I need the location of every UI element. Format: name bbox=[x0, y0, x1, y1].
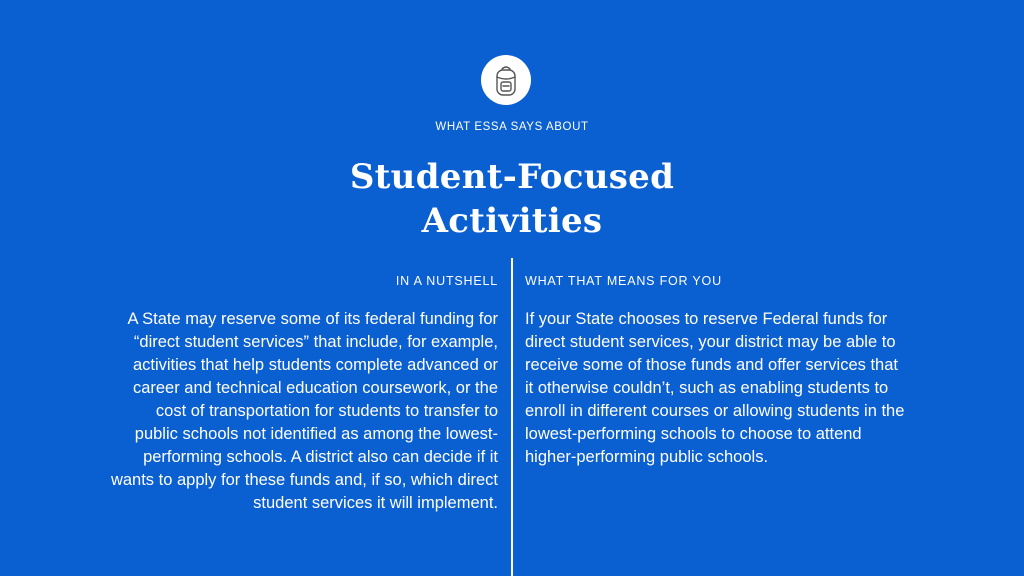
body-line: activities that help students complete advanced or bbox=[132, 356, 498, 374]
backpack-icon bbox=[494, 65, 518, 97]
backpack-icon-badge bbox=[481, 55, 531, 105]
body-line: lowest-performing schools to choose to attend bbox=[525, 425, 862, 443]
body-line: A State may reserve some of its federal funding for bbox=[127, 310, 498, 328]
body-line: performing schools. A district also can decide if it bbox=[143, 448, 498, 466]
right-column-heading: WHAT THAT MEANS FOR YOU bbox=[525, 274, 722, 288]
left-column-heading: IN A NUTSHELL bbox=[395, 274, 498, 288]
body-line: enroll in different courses or allowing students in the bbox=[525, 402, 905, 420]
page-title-line-2: Activities bbox=[421, 201, 603, 241]
section-kicker: WHAT ESSA SAYS ABOUT bbox=[435, 121, 589, 133]
body-line: student services it will implement. bbox=[253, 494, 498, 512]
body-line: cost of transportation for students to transfer to bbox=[155, 402, 498, 420]
page-title-line-1: Student-Focused bbox=[349, 157, 675, 197]
body-line: If your State chooses to reserve Federal funds for bbox=[525, 310, 888, 328]
body-line: higher-performing public schools. bbox=[525, 448, 769, 466]
body-line: direct student services, your district may be able to bbox=[525, 333, 896, 351]
body-line: it otherwise couldn’t, such as enabling students to bbox=[525, 379, 889, 397]
body-line: public schools not identified as among the lowest- bbox=[134, 425, 498, 443]
right-column-body bbox=[525, 308, 965, 469]
body-line: receive some of those funds and offer services that bbox=[525, 356, 898, 374]
left-column-body bbox=[60, 308, 498, 515]
body-line: “direct student services” that include, for example, bbox=[133, 333, 498, 351]
page-title bbox=[262, 155, 762, 243]
body-line: career and technical education coursework, or the bbox=[132, 379, 498, 397]
body-line: wants to apply for these funds and, if so, which direct bbox=[110, 471, 498, 489]
column-divider bbox=[511, 258, 513, 576]
